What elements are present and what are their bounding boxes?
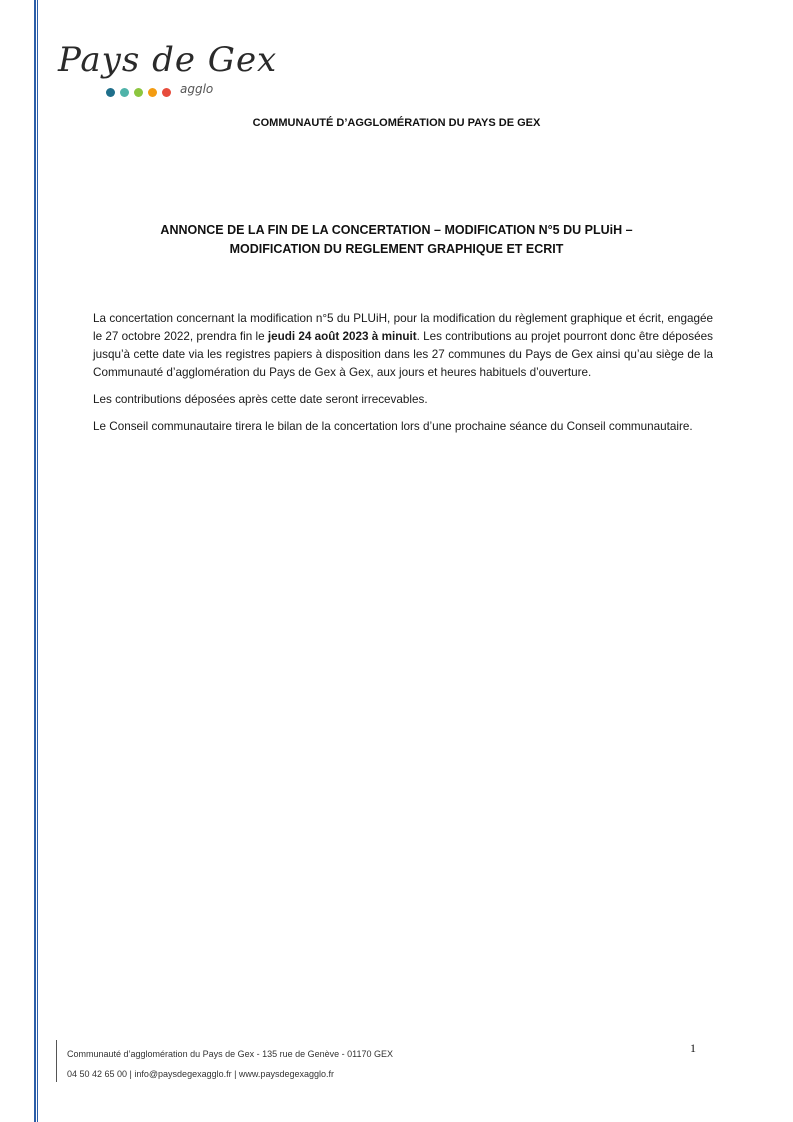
document-title [60, 221, 733, 259]
logo-dot-4 [148, 88, 157, 97]
logo-dots [106, 88, 171, 97]
paragraph-late-contributions: Les contributions déposées après cette date seront irrecevables. [93, 393, 428, 406]
document-title-line-1: ANNONCE DE LA FIN DE LA CONCERTATION – MODIFICATION N°5 DU PLUiH – [160, 223, 633, 237]
organization-header: COMMUNAUTÉ D’AGGLOMÉRATION DU PAYS DE GEX [252, 117, 541, 129]
deadline-date: jeudi 24 août 2023 à minuit [267, 330, 417, 343]
logo-script-text: Pays de Gex [58, 40, 278, 80]
page-number: 1 [690, 1041, 696, 1055]
paragraph-council-review: Le Conseil communautaire tirera le bilan de la concertation lors d’une prochaine séance du Conseil communautaire. [93, 420, 693, 433]
footer-address: Communauté d’agglomération du Pays de Gex - 135 rue de Genève - 01170 GEX [67, 1049, 394, 1059]
footer-divider [56, 1040, 57, 1082]
page-footer [67, 1044, 393, 1084]
logo-dot-3 [134, 88, 143, 97]
logo-sub-text: agglo [180, 82, 214, 96]
paragraph-announcement [93, 310, 713, 382]
footer-contact: 04 50 42 65 00 | info@paysdegexagglo.fr | www.paysdegexagglo.fr [67, 1069, 334, 1079]
pays-de-gex-logo [56, 40, 278, 106]
paragraph-announcement-rest: . Les contributions au projet pourront donc être déposées jusqu’à cette date via les registres papiers à disposition dans les 27 communes du Pays de Gex ainsi qu’au siège de la Communauté d’agglomération du Pays de Gex à Gex, aux jours et heures habituels d’ouverture. [93, 330, 713, 379]
logo-dot-5 [162, 88, 171, 97]
logo-dot-1 [106, 88, 115, 97]
document-body [93, 310, 713, 445]
page-margin-rule [34, 0, 36, 1122]
logo-dot-2 [120, 88, 129, 97]
paragraph-announcement-intro: La concertation concernant la modification n°5 du PLUiH, pour la modification du règlement graphique et écrit, engagée le 27 octobre 2022, prendra fin le [93, 312, 713, 343]
page-margin-rule-inner [37, 0, 38, 1122]
document-title-line-2: MODIFICATION DU REGLEMENT GRAPHIQUE ET ECRIT [229, 242, 564, 256]
